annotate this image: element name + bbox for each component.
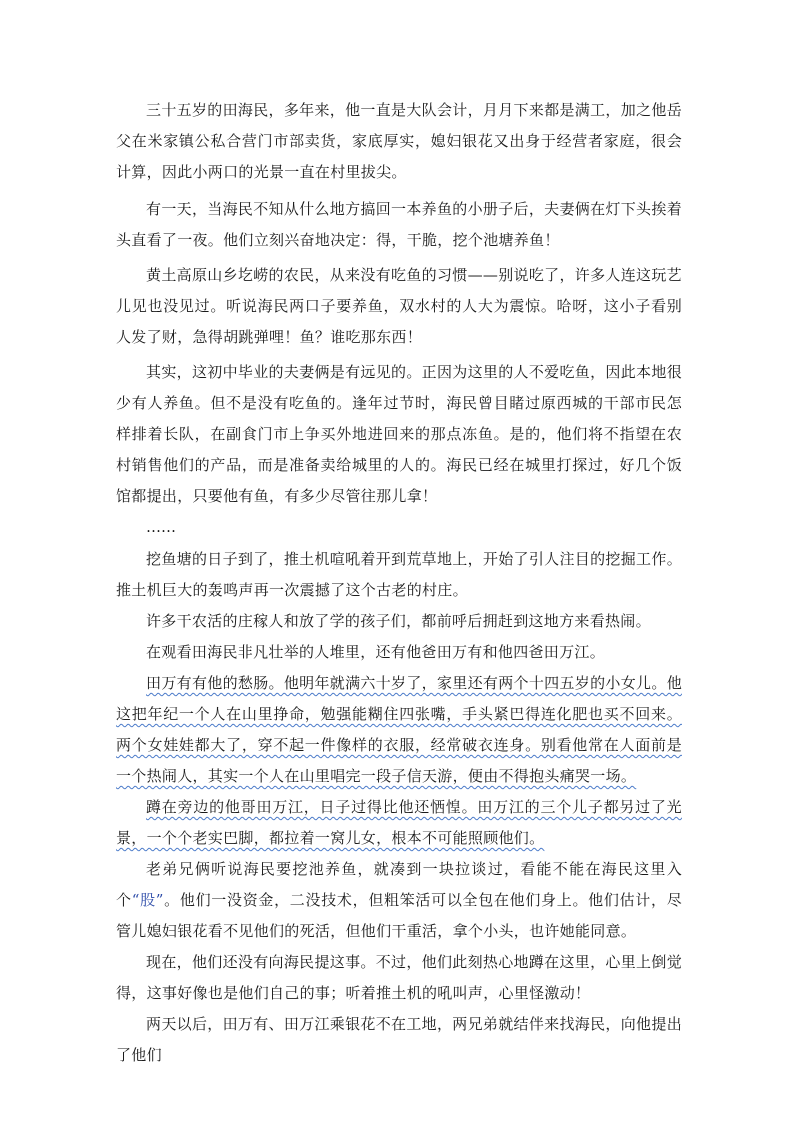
paragraph-10-text-a: 老弟兄俩听说海民要挖池养鱼，就凑到一块拉谈过，看能不能在海民这里入个 (116, 860, 682, 909)
paragraph-9 (116, 792, 682, 854)
paragraph-9-underlined-text: 蹲在旁边的他哥田万江，日子过得比他还恓惶。田万江的三个儿子都另过了光景，一个个老实巴脚，都拉着一窝儿女，根本不可能照顾他们。 (116, 798, 682, 847)
paragraph-10-quoted-word: “股” (131, 891, 164, 909)
paragraph-8 (116, 668, 682, 792)
paragraph-3: 黄土高原山乡圪崂的农民，从来没有吃鱼的习惯——别说吃了，许多人连这玩艺儿见也没见过。听说海民两口子要养鱼，双水村的人大为震惊。哈呀，这小子看别人发了财，急得胡跳弹哩！鱼？谁吃那东西！ (116, 266, 682, 346)
paragraph-12: 两天以后，田万有、田万江乘银花不在工地，两兄弟就结伴来找海民，向他提出了他们 (116, 1015, 682, 1064)
paragraph-4: 其实，这初中毕业的夫妻俩是有远见的。正因为这里的人不爱吃鱼，因此本地很少有人养鱼。但不是没有吃鱼的。逢年过节时，海民曾目睹过原西城的干部市民怎样排着长队，在副食门市上争买外地进回来的那点冻鱼。是的，他们将不指望在农村销售他们的产品，而是准备卖给城里的人的。海民已经在城里打探过，好几个饭馆都提出，只要他有鱼，有多少尽管往那儿拿！ (116, 363, 682, 505)
paragraph-1: 三十五岁的田海民，多年来，他一直是大队会计，月月下来都是满工，加之他岳父在米家镇公私合营门市部卖货，家底厚实，媳妇银花又出身于经营者家庭，很会计算，因此小两口的光景一直在村里拔尖。 (116, 101, 682, 181)
ellipsis-separator: …… (146, 518, 176, 536)
paragraph-10-text-b: 。他们一没资金，二没技术，但粗笨活可以全包在他们身上。他们估计，尽管儿媳妇银花看不见他们的死活，但他们干重活，拿个小头，也许她能同意。 (116, 891, 682, 940)
paragraph-10 (116, 854, 682, 947)
paragraph-6: 许多干农活的庄稼人和放了学的孩子们，都前呼后拥赶到这地方来看热闹。 (146, 612, 651, 630)
document-page (116, 95, 682, 1071)
paragraph-2: 有一天，当海民不知从什么地方搞回一本养鱼的小册子后，夫妻俩在灯下头挨着头直看了一夜。他们立刻兴奋地决定：得，干脆，挖个池塘养鱼！ (116, 200, 682, 249)
paragraph-7: 在观看田海民非凡壮举的人堆里，还有他爸田万有和他四爸田万江。 (146, 643, 606, 661)
paragraph-11: 现在，他们还没有向海民提这事。不过，他们此刻热心地蹲在这里，心里上倒觉得，这事好像也是他们自己的事；听着推土机的吼叫声，心里怪激动！ (116, 953, 682, 1002)
paragraph-8-underlined-text: 田万有有他的愁肠。他明年就满六十岁了，家里还有两个十四五岁的小女儿。他这把年纪一个人在山里挣命，勉强能糊住四张嘴，手头紧巴得连化肥也买不回来。两个女娃娃都大了，穿不起一件像样的衣服，经常破衣连身。别看他常在人面前是一个热闹人，其实一个人在山里唱完一段子信天游，便由不得抱头痛哭一场。 (116, 674, 682, 785)
paragraph-5: 挖鱼塘的日子到了，推土机喧吼着开到荒草地上，开始了引人注目的挖掘工作。推土机巨大的轰鸣声再一次震撼了这个古老的村庄。 (116, 550, 682, 599)
